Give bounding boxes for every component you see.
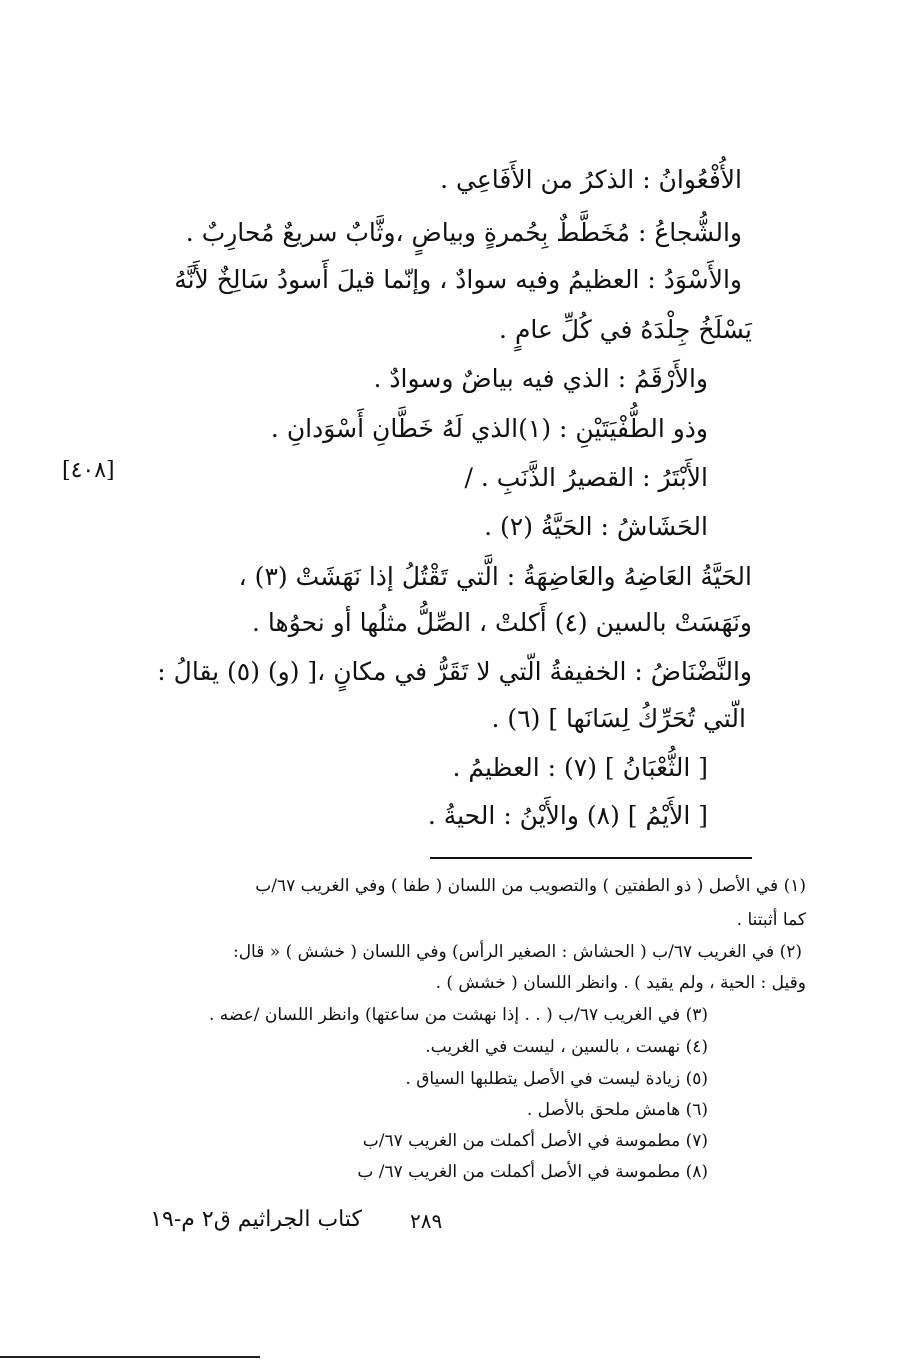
body-line: [ الثُّعْبَانُ ] (٧) : العظيمُ . [452, 753, 708, 782]
body-line: والأَسْوَدُ : العظيمُ وفيه سوادٌ ، وإنّما قيلَ أَسودُ سَالِخٌ لأَنَّهُ [174, 265, 742, 294]
body-line: وذو الطُّفْيَتَيْنِ : (١)الذي لَهُ خَطَّانِ أَسْوَدانِ . [270, 414, 708, 443]
body-line: الحَشَاشُ : الحَيَّةُ (٢) . [484, 512, 708, 541]
body-line: الحَيَّةُ العَاضِهُ والعَاضِهَةُ : الَّتي تَقْتُلُ إذا نَهَشَتْ (٣) ، [238, 562, 752, 591]
page-number: ٢٨٩ [410, 1209, 443, 1233]
body-line: الأُفْعُوانُ : الذكرُ من الأَفَاعِي . [440, 165, 742, 194]
margin-page-marker: [٤٠٨] [62, 458, 115, 483]
body-line: ونَهَسَتْ بالسين (٤) أَكلتْ ، الصِّلُّ مثلُها أو نحوُها . [252, 608, 752, 637]
footnote-line: كما أثبتنا . [736, 910, 806, 930]
body-line: الأَبْتَرُ : القصيرُ الذَّنَبِ . / [464, 463, 708, 492]
footnote-separator [430, 857, 752, 859]
running-footer-title: كتاب الجراثيم ق٢ م-١٩ [150, 1207, 362, 1232]
body-line: والنَّضْنَاضُ : الخفيفةُ الّتي لا تَقَرُّ في مكانٍ ،[ (و) (٥) يقالُ : [157, 657, 752, 686]
body-line: والشُّجاعُ : مُخَطَّطٌ بِحُمرةٍ وبياضٍ ،وثَّابٌ سريعٌ مُحارِبٌ . [185, 218, 742, 247]
scan-edge-line [0, 1356, 260, 1358]
footnote-line: (٧) مطموسة في الأصل أكملت من الغريب ٦٧/ب [362, 1131, 708, 1151]
footnote-line: (٨) مطموسة في الأصل أكملت من الغريب ٦٧/ ب [357, 1162, 708, 1182]
footnote-line: (٤) نهست ، بالسين ، ليست في الغريب. [425, 1037, 708, 1057]
footnote-line: وقيل : الحية ، ولم يقيد ) . وانظر اللسان ( خشش ) . [435, 973, 806, 993]
footnote-line: (٥) زيادة ليست في الأصل يتطلبها السياق . [405, 1069, 708, 1089]
body-line: يَسْلَخُ جِلْدَهُ في كُلِّ عامٍ . [499, 315, 752, 344]
footnote-line: (٣) في الغريب ٦٧/ب ( . . إذا نهشت من ساعتها) وانظر اللسان /عضه . [208, 1005, 708, 1025]
footnote-line: (١) في الأصل ( ذو الطفتين ) والتصويب من اللسان ( طفا ) وفي الغريب ٦٧/ب [255, 876, 806, 896]
body-line: الّتي تُحَرِّكُ لِسَانَها ] (٦) . [491, 704, 746, 733]
footnote-line: (٦) هامش ملحق بالأصل . [526, 1100, 708, 1120]
body-line: والأَرْقَمُ : الذي فيه بياضٌ وسوادٌ . [373, 364, 708, 393]
footnote-line: (٢) في الغريب ٦٧/ب ( الحشاش : الصغير الرأس) وفي اللسان ( خشش ) « قال: [232, 942, 802, 962]
body-line: [ الأَيْمُ ] (٨) والأَيْنُ : الحيةُ . [427, 801, 708, 830]
